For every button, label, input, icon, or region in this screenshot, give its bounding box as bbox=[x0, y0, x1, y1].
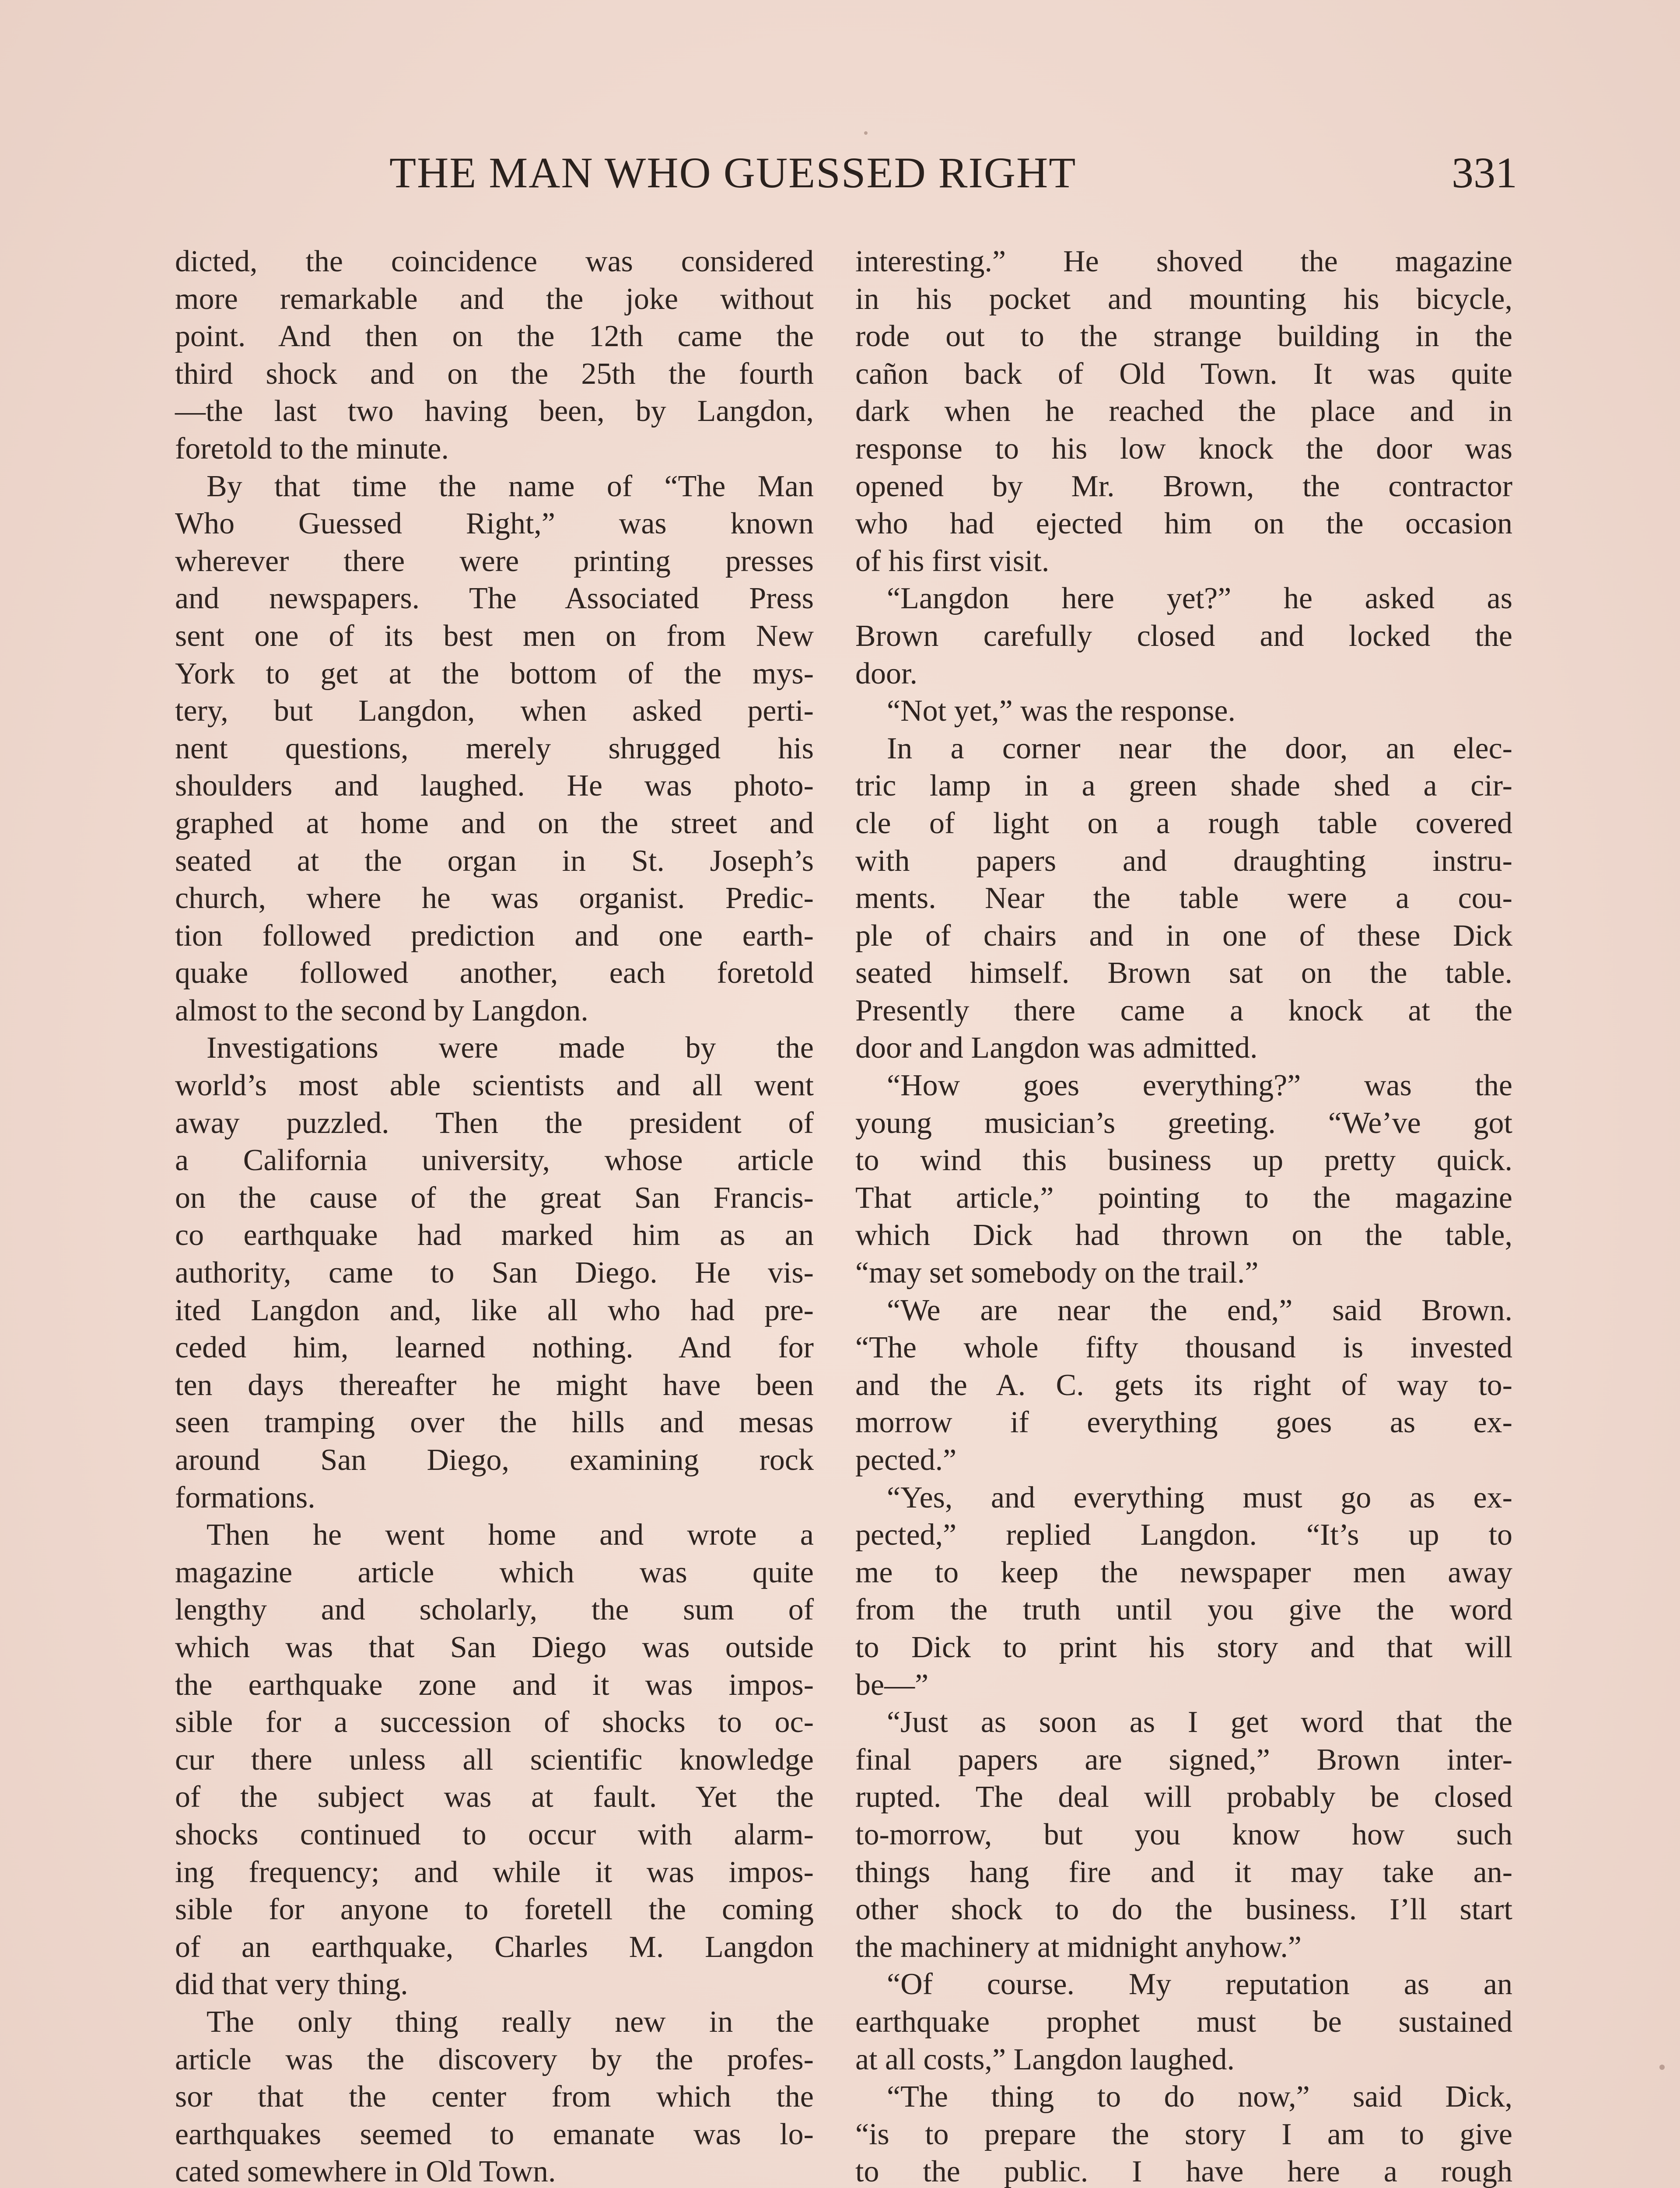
text-line: a California university, whose article bbox=[175, 1143, 814, 1178]
text-line: sible for anyone to foretell the coming bbox=[175, 1893, 814, 1927]
text-line: authority, came to San Diego. He vis- bbox=[175, 1256, 814, 1290]
text-line: point. And then on the 12th came the bbox=[175, 319, 814, 354]
text-line: formations. bbox=[175, 1480, 315, 1515]
text-line: young musician’s greeting. “We’ve got bbox=[855, 1106, 1512, 1140]
text-line: ing frequency; and while it was impos- bbox=[175, 1855, 814, 1889]
text-line: church, where he was organist. Predic- bbox=[175, 881, 814, 915]
text-line: seated at the organ in St. Joseph’s bbox=[175, 844, 814, 878]
text-line: “may set somebody on the trail.” bbox=[855, 1256, 1259, 1290]
text-line: final papers are signed,” Brown inter- bbox=[855, 1743, 1512, 1777]
text-line: things hang fire and it may take an- bbox=[855, 1855, 1512, 1889]
text-line: quake followed another, each foretold bbox=[175, 956, 814, 990]
paper-speck bbox=[864, 131, 868, 135]
text-line: tery, but Langdon, when asked perti- bbox=[175, 694, 814, 728]
text-line: other shock to do the business. I’ll start bbox=[855, 1893, 1512, 1927]
text-line: “Of course. My reputation as an bbox=[887, 1967, 1512, 2002]
text-line: tric lamp in a green shade shed a cir- bbox=[855, 769, 1512, 803]
text-line: Investigations were made by the bbox=[206, 1031, 814, 1065]
text-line: “How goes everything?” was the bbox=[887, 1069, 1512, 1103]
text-line: which Dick had thrown on the table, bbox=[855, 1218, 1512, 1252]
text-line: interesting.” He shoved the magazine bbox=[855, 245, 1512, 278]
text-line: pected,” replied Langdon. “It’s up to bbox=[855, 1518, 1512, 1552]
text-line: sible for a succession of shocks to oc- bbox=[175, 1705, 814, 1739]
text-line: cur there unless all scientific knowledge bbox=[175, 1743, 814, 1777]
text-line: In a corner near the door, an elec- bbox=[887, 731, 1512, 765]
text-line: tion followed prediction and one earth- bbox=[175, 919, 814, 953]
text-line: rode out to the strange building in the bbox=[855, 319, 1512, 354]
text-column-left bbox=[175, 243, 814, 2188]
text-line: door. bbox=[855, 656, 917, 691]
text-line: “The thing to do now,” said Dick, bbox=[887, 2080, 1512, 2114]
text-line: —the last two having been, by Langdon, bbox=[175, 394, 814, 428]
text-line: nent questions, merely shrugged his bbox=[175, 731, 814, 765]
text-line: rupted. The deal will probably be closed bbox=[855, 1780, 1512, 1814]
text-line: shoulders and laughed. He was photo- bbox=[175, 769, 814, 803]
text-line: Brown carefully closed and locked the bbox=[855, 619, 1512, 653]
text-line: third shock and on the 25th the fourth bbox=[175, 357, 814, 391]
text-line: shocks continued to occur with alarm- bbox=[175, 1817, 814, 1851]
text-line: pected.” bbox=[855, 1443, 957, 1477]
text-line: to Dick to print his story and that will bbox=[855, 1630, 1512, 1664]
text-line: on the cause of the great San Francis- bbox=[175, 1181, 814, 1215]
text-line: around San Diego, examining rock bbox=[175, 1443, 814, 1477]
text-line: opened by Mr. Brown, the contractor bbox=[855, 469, 1512, 503]
text-line: graphed at home and on the street and bbox=[175, 806, 814, 840]
text-line: door and Langdon was admitted. bbox=[855, 1031, 1258, 1065]
text-line: ten days thereafter he might have been bbox=[175, 1368, 814, 1402]
text-line: article was the discovery by the profes- bbox=[175, 2042, 814, 2076]
text-line: and the A. C. gets its right of way to- bbox=[855, 1368, 1512, 1402]
text-line: in his pocket and mounting his bicycle, bbox=[855, 282, 1512, 316]
text-line: “Not yet,” was the response. bbox=[887, 694, 1236, 728]
text-line: earthquakes seemed to emanate was lo- bbox=[175, 2117, 814, 2151]
text-line: seen tramping over the hills and mesas bbox=[175, 1406, 814, 1440]
text-line: to-morrow, but you know how such bbox=[855, 1817, 1512, 1851]
text-line: cle of light on a rough table covered bbox=[855, 806, 1512, 840]
text-line: By that time the name of “The Man bbox=[206, 469, 814, 503]
text-line: of an earthquake, Charles M. Langdon bbox=[175, 1930, 814, 1964]
text-line: “The whole fifty thousand is invested bbox=[855, 1331, 1512, 1365]
text-line: magazine article which was quite bbox=[175, 1555, 814, 1589]
text-line: sor that the center from which the bbox=[175, 2080, 814, 2114]
text-line: dicted, the coincidence was considered bbox=[175, 245, 814, 278]
text-line: cated somewhere in Old Town. bbox=[175, 2155, 556, 2188]
text-line: world’s most able scientists and all went bbox=[175, 1069, 814, 1103]
text-line: to wind this business up pretty quick. bbox=[855, 1143, 1512, 1178]
text-line: cañon back of Old Town. It was quite bbox=[855, 357, 1512, 391]
text-line: which was that San Diego was outside bbox=[175, 1630, 814, 1664]
text-line: York to get at the bottom of the mys- bbox=[175, 656, 814, 691]
text-line: “Just as soon as I get word that the bbox=[887, 1705, 1512, 1739]
text-line: of the subject was at fault. Yet the bbox=[175, 1780, 814, 1814]
text-line: ments. Near the table were a cou- bbox=[855, 881, 1512, 915]
text-line: of his first visit. bbox=[855, 544, 1050, 578]
text-line: to the public. I have here a rough bbox=[855, 2155, 1512, 2188]
text-line: foretold to the minute. bbox=[175, 431, 449, 466]
text-line: sent one of its best men on from New bbox=[175, 619, 814, 653]
text-line: wherever there were printing presses bbox=[175, 544, 814, 578]
text-line: ple of chairs and in one of these Dick bbox=[855, 919, 1512, 953]
paper-speck bbox=[1659, 2065, 1665, 2070]
text-line: ited Langdon and, like all who had pre- bbox=[175, 1293, 814, 1327]
text-line: away puzzled. Then the president of bbox=[175, 1106, 814, 1140]
text-line: from the truth until you give the word bbox=[855, 1593, 1512, 1627]
text-line: Then he went home and wrote a bbox=[206, 1518, 814, 1552]
text-line: “is to prepare the story I am to give bbox=[855, 2117, 1512, 2151]
text-line: with papers and draughting instru- bbox=[855, 844, 1512, 878]
text-line: response to his low knock the door was bbox=[855, 431, 1512, 466]
text-line: the machinery at midnight anyhow.” bbox=[855, 1930, 1302, 1964]
text-line: That article,” pointing to the magazine bbox=[855, 1181, 1512, 1215]
text-line: more remarkable and the joke without bbox=[175, 282, 814, 316]
text-line: morrow if everything goes as ex- bbox=[855, 1406, 1512, 1440]
text-column-right bbox=[855, 243, 1512, 2188]
text-line: ceded him, learned nothing. And for bbox=[175, 1331, 814, 1365]
text-line: almost to the second by Langdon. bbox=[175, 993, 588, 1027]
text-line: “Langdon here yet?” he asked as bbox=[887, 582, 1512, 616]
text-line: seated himself. Brown sat on the table. bbox=[855, 956, 1512, 990]
text-line: The only thing really new in the bbox=[206, 2005, 814, 2039]
text-line: Who Guessed Right,” was known bbox=[175, 507, 814, 541]
text-line: be—” bbox=[855, 1668, 929, 1702]
text-line: who had ejected him on the occasion bbox=[855, 507, 1512, 541]
text-line: Presently there came a knock at the bbox=[855, 993, 1512, 1027]
text-line: me to keep the newspaper men away bbox=[855, 1555, 1512, 1589]
running-title: THE MAN WHO GUESSED RIGHT bbox=[389, 148, 1077, 197]
text-line: and newspapers. The Associated Press bbox=[175, 582, 814, 616]
text-line: the earthquake zone and it was impos- bbox=[175, 1668, 814, 1702]
text-line: lengthy and scholarly, the sum of bbox=[175, 1593, 814, 1627]
text-line: “Yes, and everything must go as ex- bbox=[887, 1480, 1512, 1515]
text-line: “We are near the end,” said Brown. bbox=[887, 1293, 1512, 1327]
page-number: 331 bbox=[1452, 148, 1517, 197]
text-line: did that very thing. bbox=[175, 1967, 408, 2002]
text-line: dark when he reached the place and in bbox=[855, 394, 1512, 428]
text-line: co earthquake had marked him as an bbox=[175, 1218, 814, 1252]
text-line: at all costs,” Langdon laughed. bbox=[855, 2042, 1235, 2076]
text-line: earthquake prophet must be sustained bbox=[855, 2005, 1512, 2039]
